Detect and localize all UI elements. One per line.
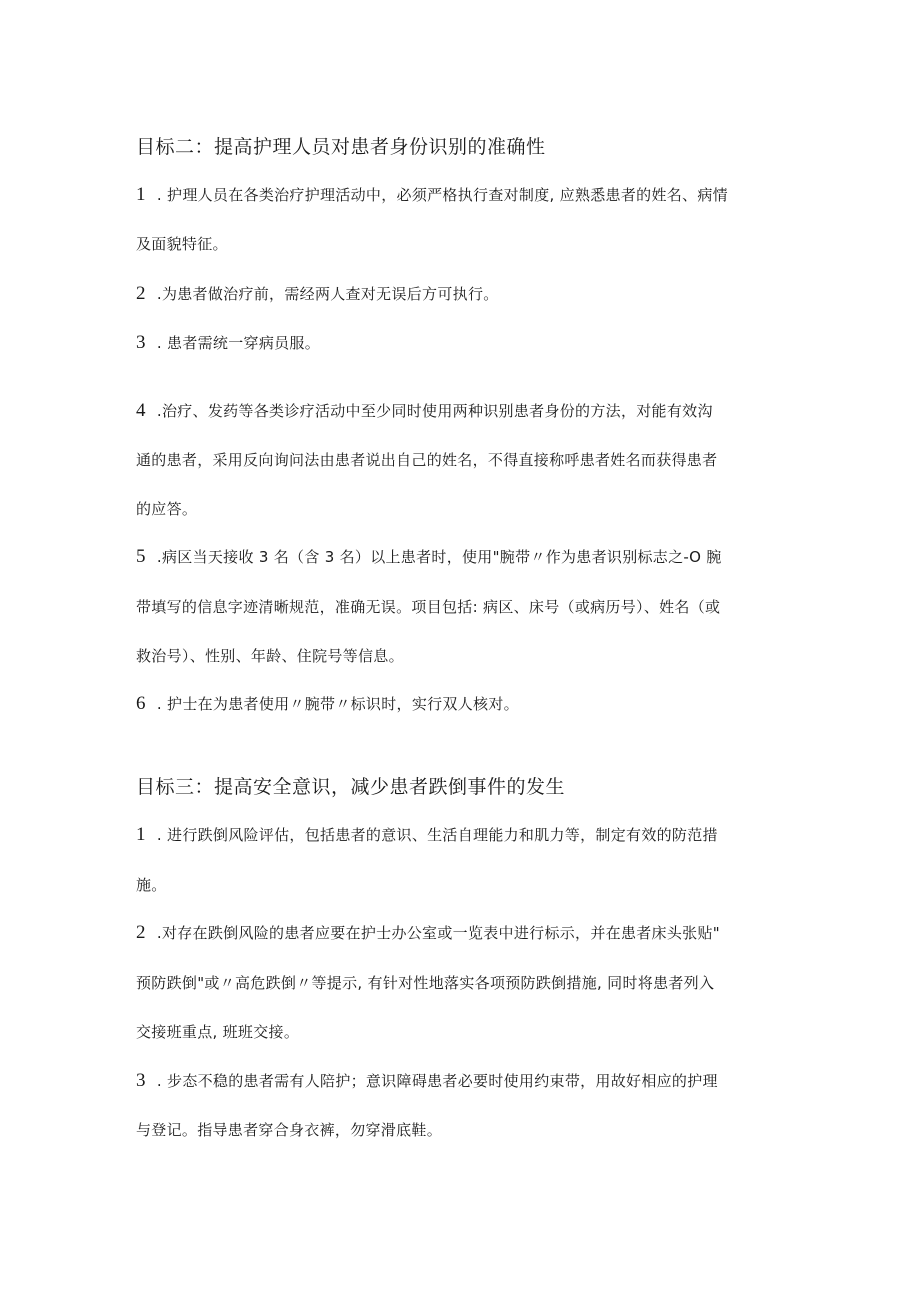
goal3-item-3-line-1: 3 . 步态不稳的患者需有人陪护；意识障碍患者必要时使用约束带，用故好相应的护理 <box>136 1070 718 1091</box>
goal2-item-5-number: 5 <box>136 546 146 567</box>
goal3-item-2-line-3: 交接班重点, 班班交接。 <box>136 1023 300 1041</box>
goal2-title: 目标二：提高护理人员对患者身份识别的准确性 <box>136 136 546 158</box>
goal3-item-1-line-2: 施。 <box>136 876 167 894</box>
goal3-title: 目标三：提高安全意识，减少患者跌倒事件的发生 <box>136 776 566 798</box>
goal3-item-1-number: 1 <box>136 824 146 845</box>
goal2-item-1-number: 1 <box>136 184 146 205</box>
goal2-item-5-line-2: 带填写的信息字迹清晰规范，准确无误。项目包括: 病区、床号（或病历号）、姓名（或 <box>136 598 721 616</box>
goal2-item-3: 3 . 患者需统一穿病员服。 <box>136 332 321 353</box>
goal2-item-4-line-2: 通的患者，采用反向询问法由患者说出自己的姓名，不得直接称呼患者姓名而获得患者 <box>136 451 718 469</box>
goal2-item-6: 6 . 护士在为患者使用〃腕带〃标识时，实行双人核对。 <box>136 693 519 714</box>
goal2-item-5-line-1: 5 .病区当天接收 3 名（含 3 名）以上患者时，使用"腕带〃作为患者识别标志之-O 腕 <box>136 546 722 567</box>
goal3-item-2-line-2: 预防跌倒"或〃高危跌倒〃等提示, 有针对性地落实各项预防跌倒措施, 同时将患者列入 <box>136 974 715 992</box>
goal3-item-3-number: 3 <box>136 1070 146 1091</box>
goal2-item-2-number: 2 <box>136 283 146 304</box>
goal2-item-6-number: 6 <box>136 693 146 714</box>
goal3-item-3-line-2: 与登记。指导患者穿合身衣裤，勿穿滑底鞋。 <box>136 1121 443 1139</box>
goal2-item-3-number: 3 <box>136 332 146 353</box>
goal2-item-4-line-3: 的应答。 <box>136 500 198 518</box>
goal2-item-4-line-1: 4 .治疗、发药等各类诊疗活动中至少同时使用两种识别患者身份的方法，对能有效沟 <box>136 400 713 421</box>
goal2-item-2: 2 .为患者做治疗前，需经两人查对无误后方可执行。 <box>136 283 499 304</box>
goal2-item-5-line-3: 救治号）、性别、年龄、住院号等信息。 <box>136 647 404 665</box>
goal2-item-1-line-2: 及面貌特征。 <box>136 235 228 253</box>
goal3-item-2-number: 2 <box>136 922 146 943</box>
goal2-item-4-number: 4 <box>136 400 146 421</box>
goal2-item-1-line-1: 1 . 护理人员在各类治疗护理活动中，必须严格执行查对制度, 应熟悉患者的姓名、病情 <box>136 184 728 205</box>
goal3-item-2-line-1: 2 .对存在跌倒风险的患者应要在护士办公室或一览表中进行标示，并在患者床头张贴" <box>136 922 720 943</box>
goal3-item-1-line-1: 1 . 进行跌倒风险评估，包括患者的意识、生活自理能力和肌力等，制定有效的防范措 <box>136 824 718 845</box>
